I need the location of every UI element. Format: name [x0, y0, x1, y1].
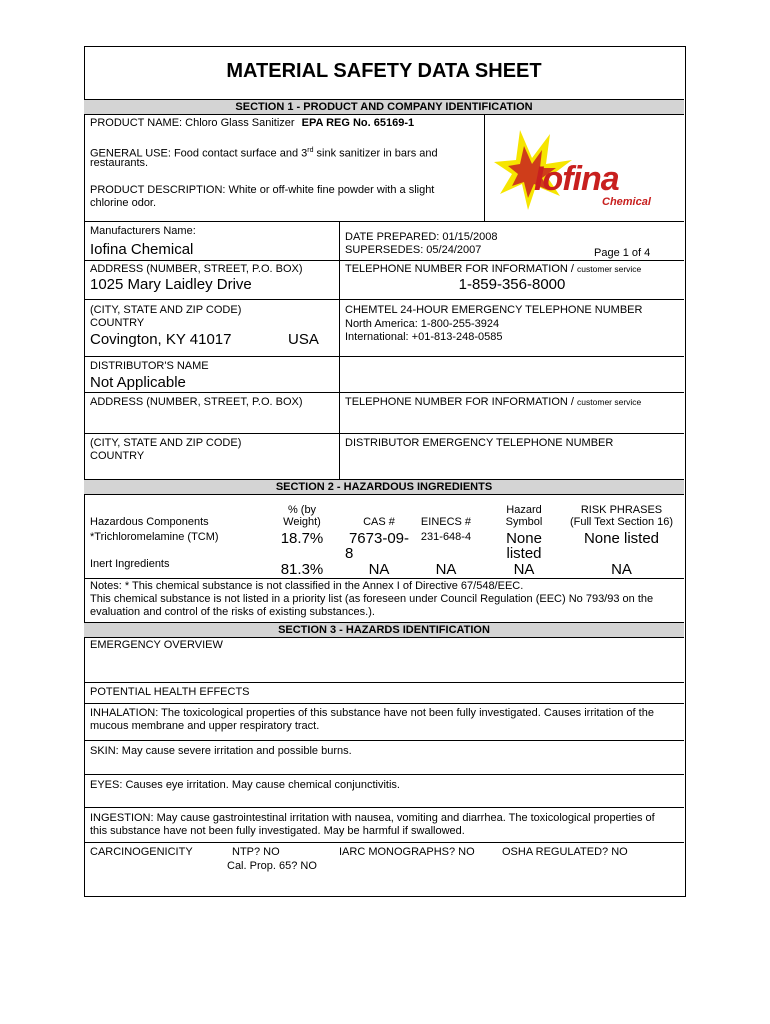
ingestion-1: INGESTION: May cause gastrointestinal irritation with nausea, vomiting and diarrhea. The toxicological properties of: [90, 812, 655, 824]
inhalation-2: mucous membrane and upper respiratory tract.: [90, 720, 320, 732]
general-use-line2: restaurants.: [90, 157, 149, 169]
product-description-1: PRODUCT DESCRIPTION: White or off-white fine powder with a slight: [90, 184, 435, 196]
row1-component: *Trichloromelamine (TCM): [90, 531, 219, 543]
col-divider: [339, 356, 340, 482]
potential-health-effects: POTENTIAL HEALTH EFFECTS: [90, 686, 250, 698]
col-hazard-1: Hazard: [506, 504, 542, 516]
product-name: [90, 117, 414, 130]
telephone-value: 1-859-356-8000: [458, 276, 566, 293]
row1-weight: 18.7%: [280, 530, 324, 547]
product-description-2: chlorine odor.: [90, 197, 157, 209]
dist-emergency-label: DISTRIBUTOR EMERGENCY TELEPHONE NUMBER: [345, 437, 614, 449]
distributor-value: Not Applicable: [90, 374, 186, 391]
chemtel-title: CHEMTEL 24-HOUR EMERGENCY TELEPHONE NUMBER: [345, 304, 643, 316]
manufacturer-label: Manufacturers Name:: [90, 225, 196, 237]
rule: [84, 740, 684, 741]
col-risk-2: (Full Text Section 16): [569, 516, 674, 528]
country-label: COUNTRY: [90, 317, 145, 329]
section2-heading: SECTION 2 - HAZARDOUS INGREDIENTS: [84, 479, 684, 495]
product-name-label: PRODUCT NAME: Chloro Glass Sanitizer: [90, 117, 295, 129]
iofina-logo: [490, 120, 680, 216]
dist-country-label: COUNTRY: [90, 450, 145, 462]
chemtel-international: International: +01-813-248-0585: [345, 331, 503, 343]
col-hazard-2: Symbol: [505, 516, 543, 528]
rule: [84, 392, 684, 393]
iarc: IARC MONOGRAPHS? NO: [339, 846, 475, 858]
row1-risk: None listed: [583, 530, 660, 547]
row2-cas: NA: [368, 561, 390, 578]
dist-telephone-label-text: TELEPHONE NUMBER FOR INFORMATION /: [345, 396, 574, 408]
inhalation-1: INHALATION: The toxicological properties of this substance have not been fully investigated. Causes irritation of the: [90, 707, 654, 719]
section3-heading: SECTION 3 - HAZARDS IDENTIFICATION: [84, 622, 684, 638]
telephone-label-text: TELEPHONE NUMBER FOR INFORMATION /: [345, 263, 574, 275]
col-weight-1: % (by: [287, 504, 317, 516]
col-risk-1: RISK PHRASES: [580, 504, 663, 516]
note-1: Notes: * This chemical substance is not classified in the Annex I of Directive 67/548/EEC.: [90, 580, 524, 592]
chemtel-north-america: North America: 1-800-255-3924: [345, 318, 500, 330]
rule: [84, 356, 684, 357]
manufacturer-name: Iofina Chemical: [90, 241, 194, 258]
dist-address-label: ADDRESS (NUMBER, STREET, P.O. BOX): [90, 396, 303, 408]
rule: [84, 260, 684, 261]
general-use-text: GENERAL USE: Food contact surface and 3: [90, 147, 308, 160]
logo-subtext: Chemical: [602, 196, 651, 208]
skin: SKIN: May cause severe irritation and possible burns.: [90, 745, 352, 757]
dist-telephone-label: [345, 396, 641, 409]
row2-hazard: NA: [513, 561, 535, 578]
city-label: (CITY, STATE AND ZIP CODE): [90, 304, 242, 316]
rule: [84, 299, 684, 300]
document-title: MATERIAL SAFETY DATA SHEET: [226, 60, 542, 82]
logo-text: Iofina: [534, 160, 619, 198]
country-value: USA: [288, 331, 319, 348]
rule: [84, 703, 684, 704]
carcinogenicity: CARCINOGENICITY: [90, 846, 193, 858]
row1-einecs: 231-648-4: [420, 531, 472, 543]
address-label: ADDRESS (NUMBER, STREET, P.O. BOX): [90, 263, 303, 275]
epa-reg: EPA REG No. 65169-1: [301, 117, 415, 129]
emergency-overview: EMERGENCY OVERVIEW: [90, 639, 223, 651]
rule: [84, 682, 684, 683]
general-use-text-post: sink sanitizer in bars and: [313, 147, 438, 160]
address-value: 1025 Mary Laidley Drive: [90, 276, 252, 293]
city-value: Covington, KY 41017: [90, 331, 232, 348]
rule: [84, 774, 684, 775]
ingestion-2: this substance have not been fully investigated. May be harmful if swallowed.: [90, 825, 465, 837]
note-3: evaluation and control of the risks of existing substances.).: [90, 606, 375, 618]
osha: OSHA REGULATED? NO: [502, 846, 628, 858]
rule: [84, 578, 684, 579]
section1-heading: SECTION 1 - PRODUCT AND COMPANY IDENTIFICATION: [84, 99, 684, 115]
col-weight-2: Weight): [283, 516, 321, 528]
col-cas: CAS #: [363, 516, 395, 528]
row2-risk: NA: [611, 561, 632, 578]
page-number: Page 1 of 4: [594, 247, 651, 259]
row1-hazard-2: listed: [506, 545, 542, 562]
row2-weight: 81.3%: [280, 561, 324, 578]
row1-cas-2: 8: [345, 545, 354, 562]
logo-divider: [484, 114, 485, 221]
dist-city-label: (CITY, STATE AND ZIP CODE): [90, 437, 242, 449]
row2-einecs: NA: [435, 561, 457, 578]
rule: [84, 807, 684, 808]
general-use-sup: rd: [307, 147, 314, 154]
col-einecs: EINECS #: [420, 516, 472, 528]
dist-telephone-label-small: customer service: [577, 397, 642, 407]
rule: [84, 433, 684, 434]
rule: [84, 221, 684, 222]
telephone-label: [345, 263, 641, 276]
col-components: Hazardous Components: [90, 516, 209, 528]
supersedes: SUPERSEDES: 05/24/2007: [345, 244, 482, 256]
note-2: This chemical substance is not listed in a priority list (as foreseen under Council Regulation (EEC) No 793/93 on the: [90, 593, 654, 605]
ntp: NTP? NO: [232, 846, 280, 858]
msds-document: [84, 46, 686, 896]
row1-cas-1: 7673-09-: [348, 530, 410, 547]
telephone-label-small: customer service: [577, 264, 642, 274]
date-prepared: DATE PREPARED: 01/15/2008: [345, 231, 498, 243]
distributor-label: DISTRIBUTOR'S NAME: [90, 360, 209, 372]
row1-hazard-1: None: [506, 530, 542, 547]
cal-prop-65: Cal. Prop. 65? NO: [227, 860, 317, 872]
rule: [84, 842, 684, 843]
eyes: EYES: Causes eye irritation. May cause chemical conjunctivitis.: [90, 779, 400, 791]
row2-component: Inert Ingredients: [90, 558, 170, 570]
